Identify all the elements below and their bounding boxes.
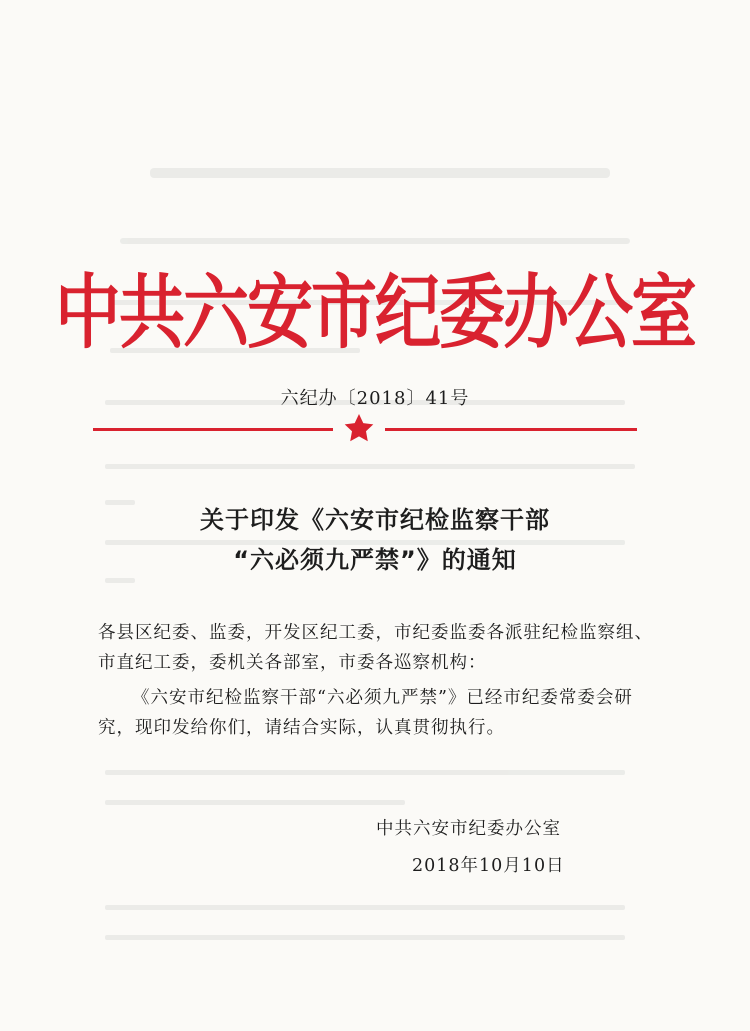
document-title-line-2: “六必须九严禁”》的通知	[233, 546, 517, 574]
document-title-line-1: 关于印发《六安市纪检监察干部	[200, 506, 550, 534]
separator-line-left	[93, 428, 333, 431]
separator-line-right	[385, 428, 637, 431]
red-separator	[93, 412, 637, 446]
addressee-paragraph: 各县区纪委、监委，开发区纪工委，市纪委监委各派驻纪检监察组、市直纪工委，委机关各部室，市委各巡察机构：	[98, 623, 653, 673]
body-paragraph: 《六安市纪检监察干部“六必须九严禁”》已经市纪委常委会研究，现印发给你们，请结合实际，认真贯彻执行。	[98, 688, 633, 738]
star-icon	[345, 414, 374, 441]
signature-date: 2018年10月10日	[412, 856, 565, 876]
signature-organization: 中共六安市纪委办公室	[376, 819, 561, 839]
document-number: 六纪办〔2018〕41号	[280, 388, 470, 409]
issuing-org-masthead: 中共六安市纪委办公室	[55, 266, 695, 361]
